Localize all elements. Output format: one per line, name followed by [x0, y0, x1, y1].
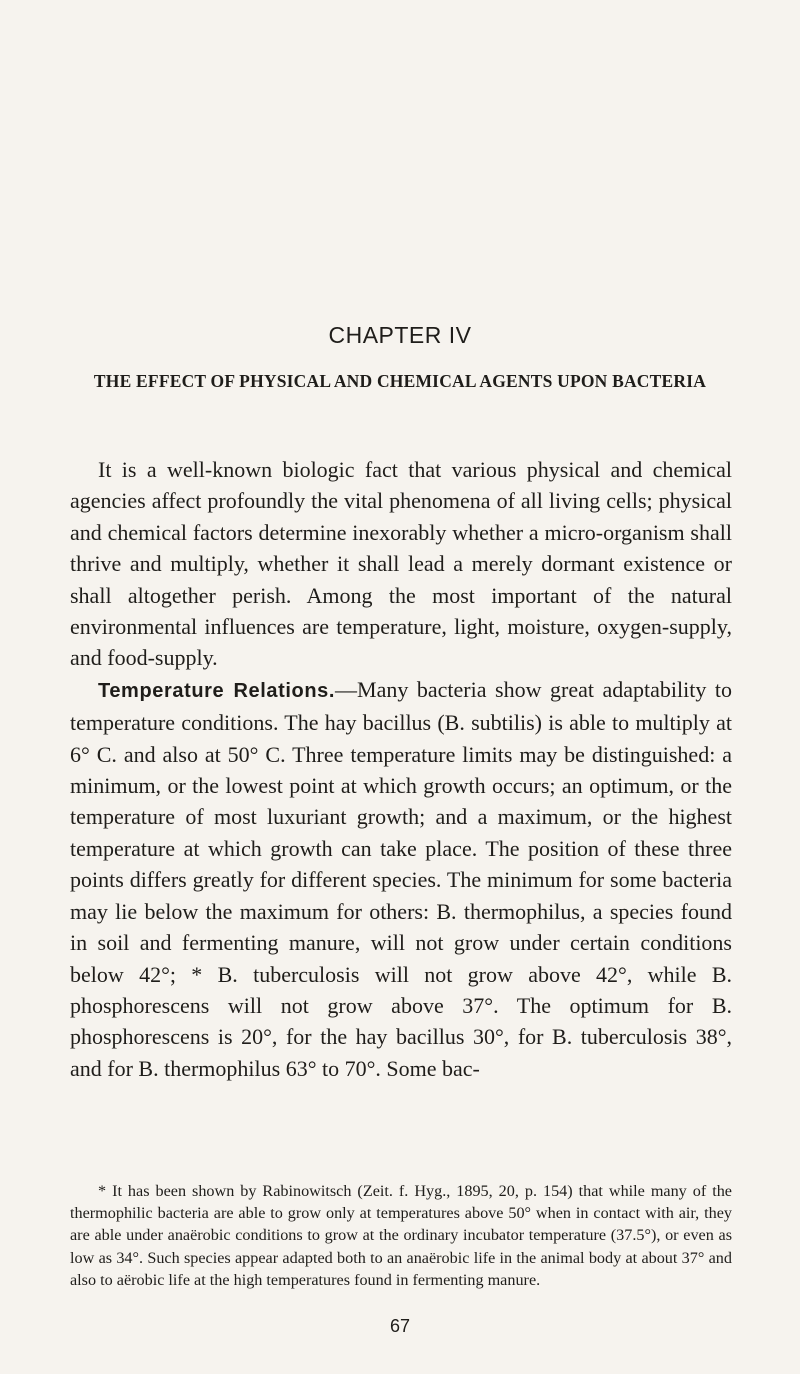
- page-number: 67: [389, 1316, 411, 1336]
- chapter-title: THE EFFECT OF PHYSICAL AND CHEMICAL AGENTS UPON BACTERIA: [93, 371, 707, 391]
- section-heading-temperature: Temperature Relations.: [98, 679, 336, 702]
- footnote: [70, 1180, 732, 1291]
- footnote-text: * It has been shown by Rabinowitsch (Zeit. f. Hyg., 1895, 20, p. 154) that while many of the thermophilic bacteria are able to grow only at temperatures above 50° when in contact with air, they are able under anaërobic conditions to grow at the ordinary incubator temperature (37.5°), or even as low as 34°. Such species appear adapted both to an anaërobic life in the animal body at about 37° and also to aërobic life at the high temperatures found in fermenting manure.: [70, 1182, 732, 1289]
- paragraph-intro: It is a well-known biologic fact that various physical and chemical agencies affect profoundly the vital phenomena of all living cells; physical and chemical factors determine inexorably whether a micro-organism shall thrive and multiply, whether it shall lead a merely dormant existence or shall altogether perish. Among the most important of the natural environmental influences are temperature, light, moisture, oxygen-supply, and food-supply.: [70, 457, 732, 671]
- paragraph-temperature-text: —Many bacteria show great adaptability to temperature conditions. The hay bacillus (B. subtilis) is able to multiply at 6° C. and also at 50° C. Three temperature limits may be distinguished: a minimum, or the lowest point at which growth occurs; an optimum, or the temperature of most luxuriant growth; and a maximum, or the highest temperature at which growth can take place. The position of these three points differs greatly for different species. The minimum for some bacteria may lie below the maximum for others: B. thermophilus, a species found in soil and fermenting manure, will not grow under certain conditions below 42°; * B. tuberculosis will not grow above 42°, while B. phosphorescens will not grow above 37°. The optimum for B. phosphorescens is 20°, for the hay bacillus 30°, for B. tuberculosis 38°, and for B. thermophilus 63° to 70°. Some bac-: [70, 676, 732, 1081]
- paragraph-temperature: [70, 674, 732, 1084]
- chapter-heading: CHAPTER IV: [328, 322, 472, 348]
- body-text: [70, 454, 732, 1084]
